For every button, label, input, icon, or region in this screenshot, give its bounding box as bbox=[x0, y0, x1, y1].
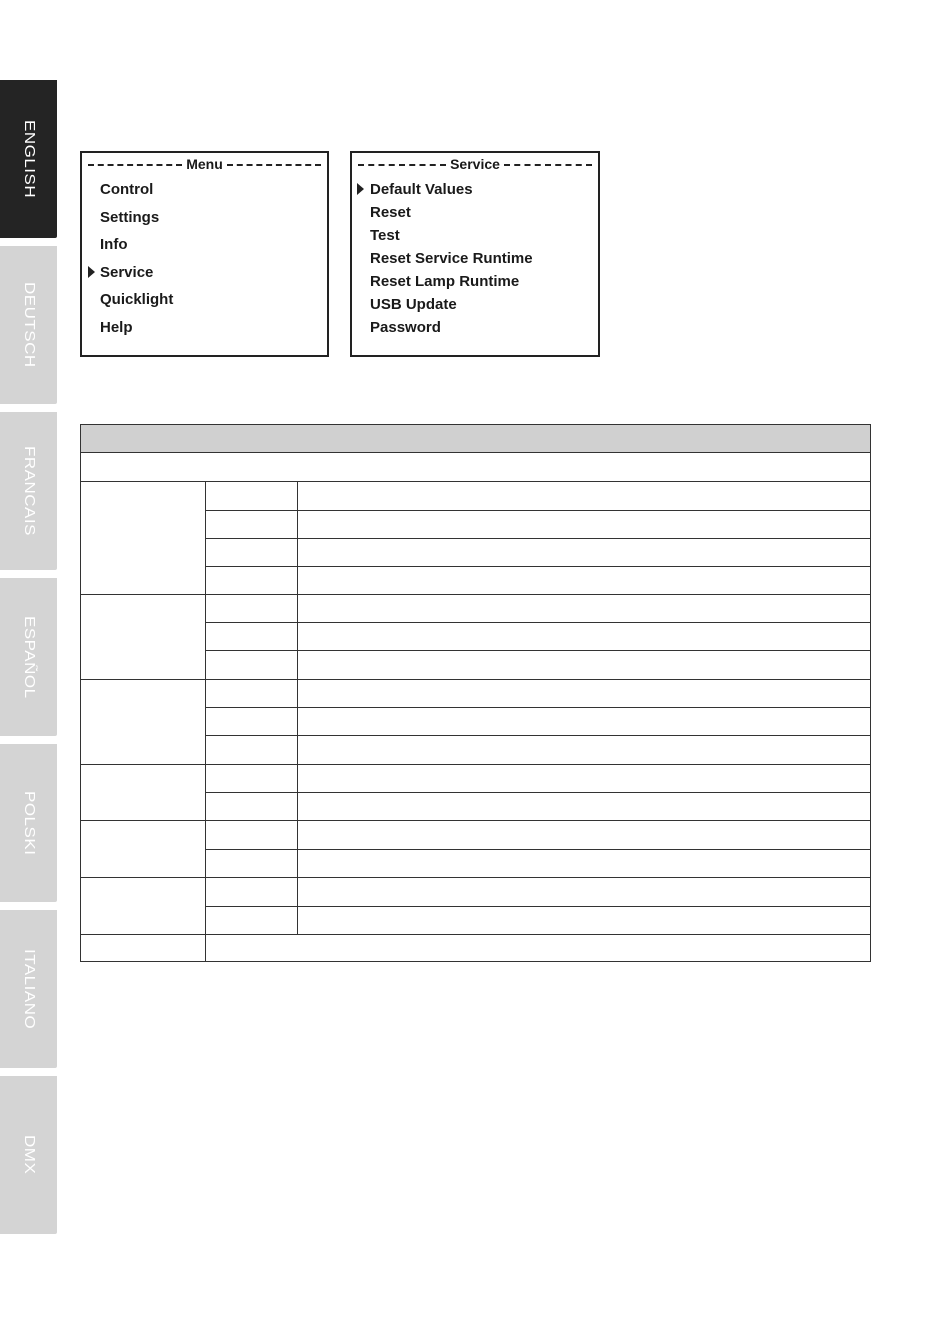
tab-label: POLSKI bbox=[20, 790, 37, 856]
service-item-reset[interactable]: Reset bbox=[370, 204, 411, 221]
selection-arrow-icon bbox=[357, 183, 364, 195]
dashed-rule bbox=[358, 164, 446, 166]
table-row-divider bbox=[81, 820, 870, 821]
service-item-default-values[interactable]: Default Values bbox=[370, 181, 473, 198]
menu-item-settings[interactable]: Settings bbox=[100, 209, 160, 226]
tab-polski[interactable] bbox=[0, 744, 57, 902]
menu-item-service[interactable]: Service bbox=[100, 264, 154, 281]
table-row-divider bbox=[205, 566, 870, 567]
selection-arrow-icon bbox=[88, 266, 95, 278]
menu-title: Menu bbox=[186, 156, 223, 172]
service-table bbox=[80, 424, 871, 962]
table-row-divider bbox=[81, 679, 870, 680]
tab-label: DMX bbox=[20, 1135, 37, 1175]
tab-label: ITALIANO bbox=[20, 948, 37, 1030]
service-item-test[interactable]: Test bbox=[370, 227, 400, 244]
service-item-reset-lamp-runtime[interactable]: Reset Lamp Runtime bbox=[370, 273, 520, 290]
service-item-usb-update[interactable]: USB Update bbox=[370, 296, 457, 313]
tab-label: ESPAÑOL bbox=[20, 615, 37, 699]
service-display bbox=[350, 151, 600, 357]
service-title: Service bbox=[450, 156, 500, 172]
dashed-rule bbox=[88, 164, 182, 166]
table-row-divider bbox=[205, 735, 870, 736]
menu-item-control[interactable]: Control bbox=[100, 181, 154, 198]
menu-item-help[interactable]: Help bbox=[100, 319, 133, 336]
tab-label: ENGLISH bbox=[20, 119, 37, 199]
table-header-row bbox=[81, 425, 870, 453]
table-row-divider bbox=[205, 707, 870, 708]
tab-label: FRANCAIS bbox=[20, 446, 37, 536]
table-row-divider bbox=[205, 906, 870, 907]
table-row-divider bbox=[81, 877, 870, 878]
menu-display bbox=[80, 151, 329, 357]
dashed-rule bbox=[227, 164, 321, 166]
table-row-divider bbox=[81, 934, 870, 935]
tab-english[interactable] bbox=[0, 80, 57, 238]
tab-label: DEUTSCH bbox=[20, 282, 37, 368]
table-row-divider bbox=[81, 481, 870, 482]
table-row-divider bbox=[205, 510, 870, 511]
tab-francais[interactable] bbox=[0, 412, 57, 570]
tab-dmx[interactable] bbox=[0, 1076, 57, 1234]
table-column-divider bbox=[205, 481, 206, 961]
menu-item-quicklight[interactable]: Quicklight bbox=[100, 291, 174, 308]
table-row-divider bbox=[205, 622, 870, 623]
menu-header bbox=[88, 156, 321, 172]
dashed-rule bbox=[504, 164, 592, 166]
tab-espanol[interactable] bbox=[0, 578, 57, 736]
table-row-divider bbox=[205, 538, 870, 539]
table-row-divider bbox=[205, 650, 870, 651]
service-item-reset-service-runtime[interactable]: Reset Service Runtime bbox=[370, 250, 533, 267]
tab-italiano[interactable] bbox=[0, 910, 57, 1068]
service-header bbox=[358, 156, 592, 172]
menu-item-info[interactable]: Info bbox=[100, 236, 128, 253]
service-item-password[interactable]: Password bbox=[370, 319, 441, 336]
table-row-divider bbox=[205, 792, 870, 793]
table-row-divider bbox=[81, 594, 870, 595]
table-row-divider bbox=[205, 849, 870, 850]
table-row-divider bbox=[81, 764, 870, 765]
tab-deutsch[interactable] bbox=[0, 246, 57, 404]
table-column-divider bbox=[297, 481, 298, 934]
